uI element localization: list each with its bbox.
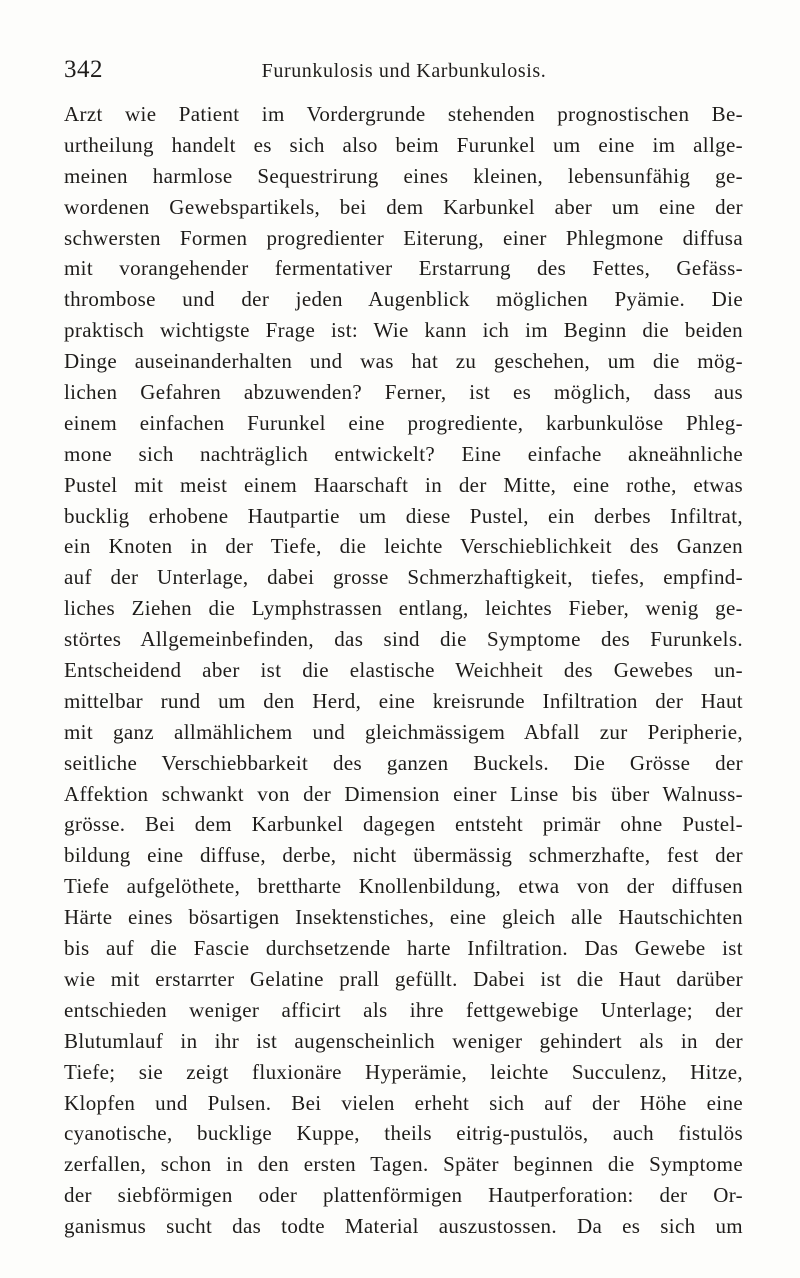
text-line: bis auf die Fascie durchsetzende harte Infiltration. Das Gewebe ist bbox=[64, 936, 743, 961]
text-line: Pustel mit meist einem Haarschaft in der Mitte, eine rothe, etwas bbox=[64, 472, 743, 497]
text-line: Blutumlauf in ihr ist augenscheinlich weniger gehindert als in der bbox=[64, 1028, 743, 1053]
text-line: schwersten Formen progredienter Eiterung, einer Phlegmone diffusa bbox=[64, 225, 743, 250]
page-number: 342 bbox=[64, 56, 103, 83]
text-line: mone sich nachträglich entwickelt? Eine einfache akneähnliche bbox=[64, 441, 743, 466]
text-line: bucklig erhobene Hautpartie um diese Pustel, ein derbes Infiltrat, bbox=[64, 503, 743, 528]
text-line: einem einfachen Furunkel eine progrediente, karbunkulöse Phleg- bbox=[64, 410, 743, 435]
text-line: ganismus sucht das todte Material auszustossen. Da es sich um bbox=[64, 1214, 743, 1239]
text-line: urtheilung handelt es sich also beim Furunkel um eine im allge- bbox=[64, 132, 743, 157]
text-line: cyanotische, bucklige Kuppe, theils eitrig-pustulös, auch fistulös bbox=[64, 1121, 743, 1146]
text-line: wordenen Gewebspartikels, bei dem Karbunkel aber um eine der bbox=[64, 194, 743, 219]
text-line: wie mit erstarrter Gelatine prall gefüllt. Dabei ist die Haut darüber bbox=[64, 966, 743, 991]
text-line: mit ganz allmählichem und gleichmässigem Abfall zur Peripherie, bbox=[64, 719, 743, 744]
text-line: grösse. Bei dem Karbunkel dagegen entsteht primär ohne Pustel- bbox=[64, 812, 743, 837]
text-line: seitliche Verschiebbarkeit des ganzen Buckels. Die Grösse der bbox=[64, 750, 743, 775]
text-line: bildung eine diffuse, derbe, nicht übermässig schmerzhafte, fest der bbox=[64, 843, 743, 868]
text-line: meinen harmlose Sequestrirung eines kleinen, lebensunfähig ge- bbox=[64, 163, 743, 188]
text-line: Dinge auseinanderhalten und was hat zu geschehen, um die mög- bbox=[64, 349, 743, 374]
text-line: praktisch wichtigste Frage ist: Wie kann ich im Beginn die beiden bbox=[64, 318, 743, 343]
running-title: Furunkulosis und Karbunkulosis. bbox=[261, 60, 547, 82]
text-line: Klopfen und Pulsen. Bei vielen erheht sich auf der Höhe eine bbox=[64, 1090, 743, 1115]
text-line: Affektion schwankt von der Dimension einer Linse bis über Walnuss- bbox=[64, 781, 743, 806]
text-line: störtes Allgemeinbefinden, das sind die Symptome des Furunkels. bbox=[64, 627, 743, 652]
text-line: Tiefe; sie zeigt fluxionäre Hyperämie, leichte Succulenz, Hitze, bbox=[64, 1059, 743, 1084]
text-line: auf der Unterlage, dabei grosse Schmerzhaftigkeit, tiefes, empfind- bbox=[64, 565, 743, 590]
text-line: der siebförmigen oder plattenförmigen Hautperforation: der Or- bbox=[64, 1183, 743, 1208]
text-line: thrombose und der jeden Augenblick möglichen Pyämie. Die bbox=[64, 287, 743, 312]
text-line: ein Knoten in der Tiefe, die leichte Verschieblichkeit des Ganzen bbox=[64, 534, 743, 559]
text-line: zerfallen, schon in den ersten Tagen. Später beginnen die Symptome bbox=[64, 1152, 743, 1177]
text-line: Entscheidend aber ist die elastische Weichheit des Gewebes un- bbox=[64, 658, 743, 683]
running-head bbox=[64, 55, 744, 89]
text-line: mit vorangehender fermentativer Erstarrung des Fettes, Gefäss- bbox=[64, 256, 743, 281]
text-line: lichen Gefahren abzuwenden? Ferner, ist es möglich, dass aus bbox=[64, 380, 743, 405]
text-line: Härte eines bösartigen Insektenstiches, eine gleich alle Hautschichten bbox=[64, 905, 743, 930]
text-line: liches Ziehen die Lymphstrassen entlang, leichtes Fieber, wenig ge- bbox=[64, 596, 743, 621]
body-text bbox=[64, 99, 743, 1242]
text-line: entschieden weniger afficirt als ihre fettgewebige Unterlage; der bbox=[64, 997, 743, 1022]
text-line: Tiefe aufgelöthete, brettharte Knollenbildung, etwa von der diffusen bbox=[64, 874, 743, 899]
text-line: mittelbar rund um den Herd, eine kreisrunde Infiltration der Haut bbox=[64, 688, 743, 713]
text-line: Arzt wie Patient im Vordergrunde stehenden prognostischen Be- bbox=[64, 102, 743, 126]
